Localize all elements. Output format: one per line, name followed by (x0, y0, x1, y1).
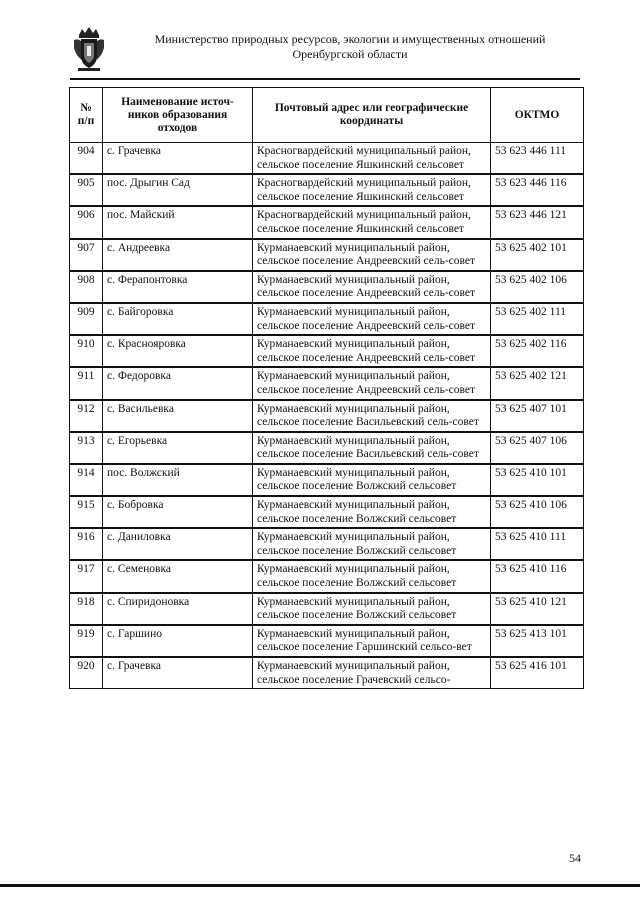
row-number: 916 (70, 528, 103, 560)
table-row (70, 496, 584, 528)
column-header-name: Наименование источ-ников образования отходов (103, 88, 253, 143)
row-number: 917 (70, 560, 103, 592)
source-name: с. Грачевка (103, 143, 253, 175)
oktmo-code: 53 625 413 101 (491, 625, 584, 657)
row-number: 914 (70, 464, 103, 496)
table-row (70, 593, 584, 625)
table-row (70, 335, 584, 367)
row-number: 911 (70, 367, 103, 399)
row-number: 904 (70, 143, 103, 175)
oktmo-code: 53 625 410 121 (491, 593, 584, 625)
postal-address: Курманаевский муниципальный район, сельское поселение Волжский сельсовет (253, 464, 491, 496)
oktmo-code: 53 625 407 106 (491, 432, 584, 464)
source-name: с. Спиридоновка (103, 593, 253, 625)
source-name: с. Андреевка (103, 239, 253, 271)
source-name: с. Краснояровка (103, 335, 253, 367)
column-header-address: Почтовый адрес или географические координаты (253, 88, 491, 143)
row-number: 915 (70, 496, 103, 528)
table-row (70, 400, 584, 432)
column-header-oktmo: ОКТМО (491, 88, 584, 143)
postal-address: Курманаевский муниципальный район, сельское поселение Андреевский сель-совет (253, 303, 491, 335)
footer-divider (0, 884, 640, 887)
oktmo-code: 53 623 446 116 (491, 174, 584, 206)
header-title-line2: Оренбургской области (292, 47, 408, 61)
table-row (70, 367, 584, 399)
postal-address: Курманаевский муниципальный район, сельское поселение Грачевский сельсо- (253, 657, 491, 689)
header-title-line1: Министерство природных ресурсов, экологии и имущественных отношений (154, 32, 546, 46)
row-number: 905 (70, 174, 103, 206)
oktmo-code: 53 623 446 121 (491, 206, 584, 238)
table-row (70, 206, 584, 238)
table-row (70, 303, 584, 335)
source-name: с. Даниловка (103, 528, 253, 560)
postal-address: Красногвардейский муниципальный район, сельское поселение Яшкинский сельсовет (253, 174, 491, 206)
source-name: с. Егорьевка (103, 432, 253, 464)
source-name: с. Грачевка (103, 657, 253, 689)
waste-sources-table (69, 87, 584, 689)
postal-address: Курманаевский муниципальный район, сельское поселение Андреевский сель-совет (253, 239, 491, 271)
source-name: с. Федоровка (103, 367, 253, 399)
column-header-number: № п/п (70, 88, 103, 143)
header-divider (70, 78, 580, 80)
oktmo-code: 53 625 410 116 (491, 560, 584, 592)
source-name: пос. Волжский (103, 464, 253, 496)
oktmo-code: 53 625 410 101 (491, 464, 584, 496)
source-name: с. Байгоровка (103, 303, 253, 335)
coat-of-arms-icon (72, 26, 106, 72)
postal-address: Красногвардейский муниципальный район, сельское поселение Яшкинский сельсовет (253, 206, 491, 238)
source-name: пос. Майский (103, 206, 253, 238)
postal-address: Курманаевский муниципальный район, сельское поселение Волжский сельсовет (253, 560, 491, 592)
source-name: с. Бобровка (103, 496, 253, 528)
oktmo-code: 53 623 446 111 (491, 143, 584, 175)
table-row (70, 625, 584, 657)
row-number: 913 (70, 432, 103, 464)
table-row (70, 239, 584, 271)
oktmo-code: 53 625 402 101 (491, 239, 584, 271)
postal-address: Курманаевский муниципальный район, сельское поселение Волжский сельсовет (253, 528, 491, 560)
row-number: 907 (70, 239, 103, 271)
table-row (70, 528, 584, 560)
table-row (70, 464, 584, 496)
postal-address: Курманаевский муниципальный район, сельское поселение Гаршинский сельсо-вет (253, 625, 491, 657)
row-number: 918 (70, 593, 103, 625)
source-name: с. Ферапонтовка (103, 271, 253, 303)
postal-address: Курманаевский муниципальный район, сельское поселение Андреевский сель-совет (253, 335, 491, 367)
table-row (70, 271, 584, 303)
table-row (70, 657, 584, 689)
postal-address: Курманаевский муниципальный район, сельское поселение Волжский сельсовет (253, 593, 491, 625)
source-name: с. Гаршино (103, 625, 253, 657)
table-row (70, 174, 584, 206)
oktmo-code: 53 625 410 111 (491, 528, 584, 560)
page-number: 54 (569, 851, 581, 865)
oktmo-code: 53 625 402 106 (491, 271, 584, 303)
row-number: 912 (70, 400, 103, 432)
postal-address: Курманаевский муниципальный район, сельское поселение Андреевский сель-совет (253, 367, 491, 399)
row-number: 906 (70, 206, 103, 238)
row-number: 920 (70, 657, 103, 689)
row-number: 919 (70, 625, 103, 657)
postal-address: Красногвардейский муниципальный район, сельское поселение Яшкинский сельсовет (253, 143, 491, 175)
postal-address: Курманаевский муниципальный район, сельское поселение Андреевский сель-совет (253, 271, 491, 303)
row-number: 908 (70, 271, 103, 303)
source-name: пос. Дрыгин Сад (103, 174, 253, 206)
oktmo-code: 53 625 407 101 (491, 400, 584, 432)
oktmo-code: 53 625 410 106 (491, 496, 584, 528)
table-row (70, 432, 584, 464)
table-body (70, 143, 584, 689)
source-name: с. Васильевка (103, 400, 253, 432)
oktmo-code: 53 625 402 121 (491, 367, 584, 399)
table-row (70, 143, 584, 175)
oktmo-code: 53 625 402 111 (491, 303, 584, 335)
oktmo-code: 53 625 402 116 (491, 335, 584, 367)
postal-address: Курманаевский муниципальный район, сельское поселение Васильевский сель-совет (253, 432, 491, 464)
row-number: 910 (70, 335, 103, 367)
table-row (70, 560, 584, 592)
postal-address: Курманаевский муниципальный район, сельское поселение Волжский сельсовет (253, 496, 491, 528)
document-header (120, 32, 580, 62)
row-number: 909 (70, 303, 103, 335)
table-header-row (70, 88, 584, 143)
oktmo-code: 53 625 416 101 (491, 657, 584, 689)
postal-address: Курманаевский муниципальный район, сельское поселение Васильевский сель-совет (253, 400, 491, 432)
source-name: с. Семеновка (103, 560, 253, 592)
